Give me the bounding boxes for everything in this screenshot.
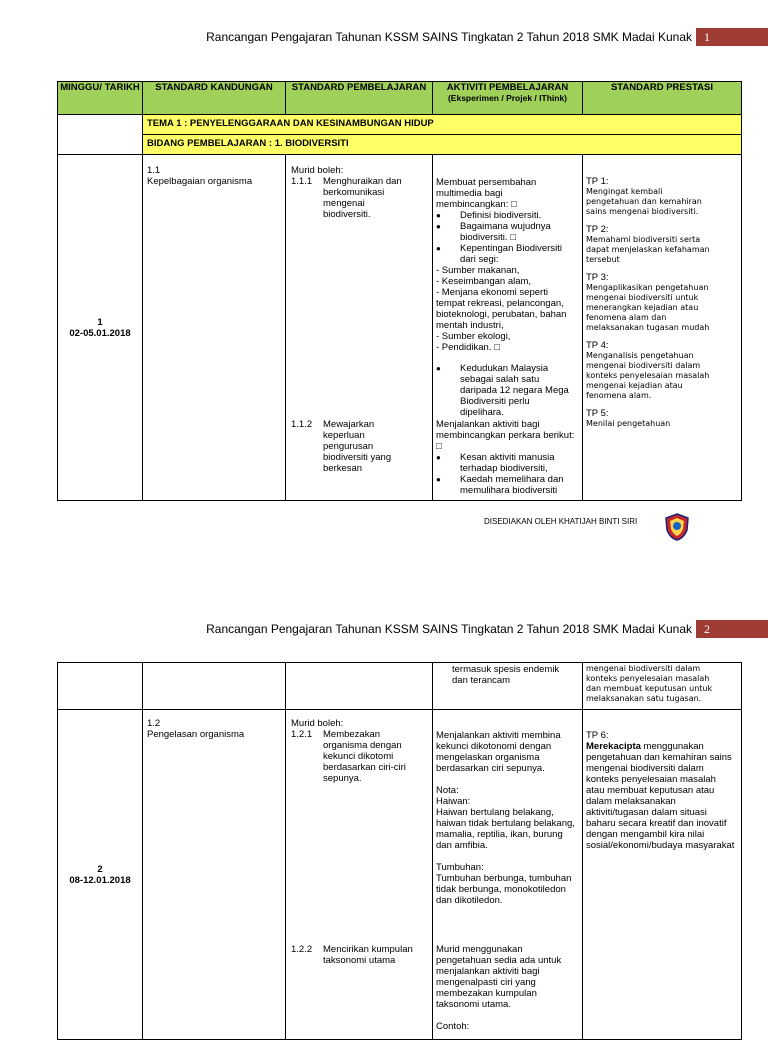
learning-area-band: BIDANG PEMBELAJARAN : 1. BIODIVERSITI [143,135,742,155]
lesson-plan-table-page-1 [57,81,742,501]
standard-kandungan-cell-2: 1.2 Pengelasan organisma [143,710,286,1040]
page-number-badge-2: 2 [696,620,768,638]
prepared-by-footer: DISEDIAKAN OLEH KHATIJAH BINTI SIRI [484,517,638,526]
standard-pembelajaran-cell: Murid boleh: 1.1.1 Menghuraikan dan berkomunikasi mengenai biodiversiti. 1.1.2 Mewajarkan keperluan pengurusan biodiversiti yang berkesan [286,155,433,501]
standard-prestasi-cell: TP 1: Mengingat kembali pengetahuan dan kemahiran sains mengenai biodiversiti. TP 2: Memahami biodiversiti serta dapat menjelaskan kefahaman tersebut TP 3: Mengaplikasikan pengetahuan mengenai biodiversiti untuk menerangkan kejadian atau fenomena alam dan melaksanakan tugasan mudah TP 4: Menganalisis pengetahuan mengenai biodiversiti dalam konteks penyelesaian masalah mengenai kejadian atau fenomena alam. TP 5: Menilai pengetahuan [583,155,742,501]
col-header-kandungan: STANDARD KANDUNGAN [143,82,286,115]
aktiviti-cell-2: Menjalankan aktiviti membina kekunci dikotonomi dengan mengelaskan organisma berdasarkan ciri sepunya. Nota: Haiwan: Haiwan bertulang belakang, haiwan tidak bertulang belakang, mamalia, reptilia, ikan, burung dan amfibia. Tumbuhan: Tumbuhan berbunga, tumbuhan tidak berbunga, monokotiledon dan dikotiledon. Murid menggunakan pengetahuan sedia ada untuk menjalankan aktiviti bagi mengenalpasti ciri yang membezakan kumpulan taksonomi utama. Contoh: [433,710,583,1040]
aktiviti-cell: Membuat persembahan multimedia bagi membincangkan: □ ● Definisi biodiversiti. ● Bagaimana wujudnya biodiversiti. □ ● Kepentingan Biodiversiti dari segi: - Sumber makanan, - Keseimbangan alam, - Menjana ekonomi seperti tempat rekreasi, pelancongan, bioteknologi, perubatan, bahan mentah industri, - Sumber ekologi, - Pendidikan. □ ● Kedudukan Malaysia sebagai salah satu daripada 12 negara Mega Biodiversiti perlu dipelihara. Menjalankan aktiviti bagi membincangkan perkara berikut: □ ● Kesan aktiviti manusia terhadap biodiversiti, ● Kaedah memelihara dan memulihara biodiversiti [433,155,583,501]
page-number-badge: 1 [696,28,768,46]
col-header-minggu: MINGGU/ TARIKH [58,82,143,115]
page-header-1 [0,28,768,48]
theme-band: TEMA 1 : PENYELENGGARAAN DAN KESINAMBUNGAN HIDUP [143,115,742,135]
standard-prestasi-cell-2: TP 6: Merekacipta menggunakan pengetahuan dan kemahiran sains mengenai biodiversiti dalam konteks penyelesaian masalah atau membuat keputusan atau dalam melaksanakan aktiviti/tugasan dalam situasi baharu secara kreatif dan inovatif dengan mengambil kira nilai sosial/ekonomi/budaya masyarakat [583,710,742,1040]
prestasi-cont-cell: mengenai biodiversiti dalam konteks penyelesaian masalah dan membuat keputusan untuk melaksanakan satu tugasan. [583,663,742,710]
week-cell: 1 02-05.01.2018 [58,155,143,501]
week-cell-2: 2 08-12.01.2018 [58,710,143,1040]
col-header-pembelajaran: STANDARD PEMBELAJARAN [286,82,433,115]
school-crest-icon [662,512,692,542]
page-header-2 [0,620,768,640]
col-header-prestasi: STANDARD PRESTASI [583,82,742,115]
col-header-aktiviti: AKTIVITI PEMBELAJARAN (Eksperimen / Projek / IThink) [433,82,583,115]
standard-pembelajaran-cell-2: Murid boleh: 1.2.1 Membezakan organisma dengan kekunci dikotomi berdasarkan ciri-ciri sepunya. 1.2.2 Mencirikan kumpulan taksonomi utama [286,710,433,1040]
document-title-page-2: Rancangan Pengajaran Tahunan KSSM SAINS Tingkatan 2 Tahun 2018 SMK Madai Kunak [206,622,692,636]
lesson-plan-table-page-2 [57,662,742,1040]
standard-kandungan-cell: 1.1 Kepelbagaian organisma [143,155,286,501]
document-title: Rancangan Pengajaran Tahunan KSSM SAINS Tingkatan 2 Tahun 2018 SMK Madai Kunak [206,30,692,44]
aktiviti-cont-cell: termasuk spesis endemik dan terancam [433,663,583,710]
